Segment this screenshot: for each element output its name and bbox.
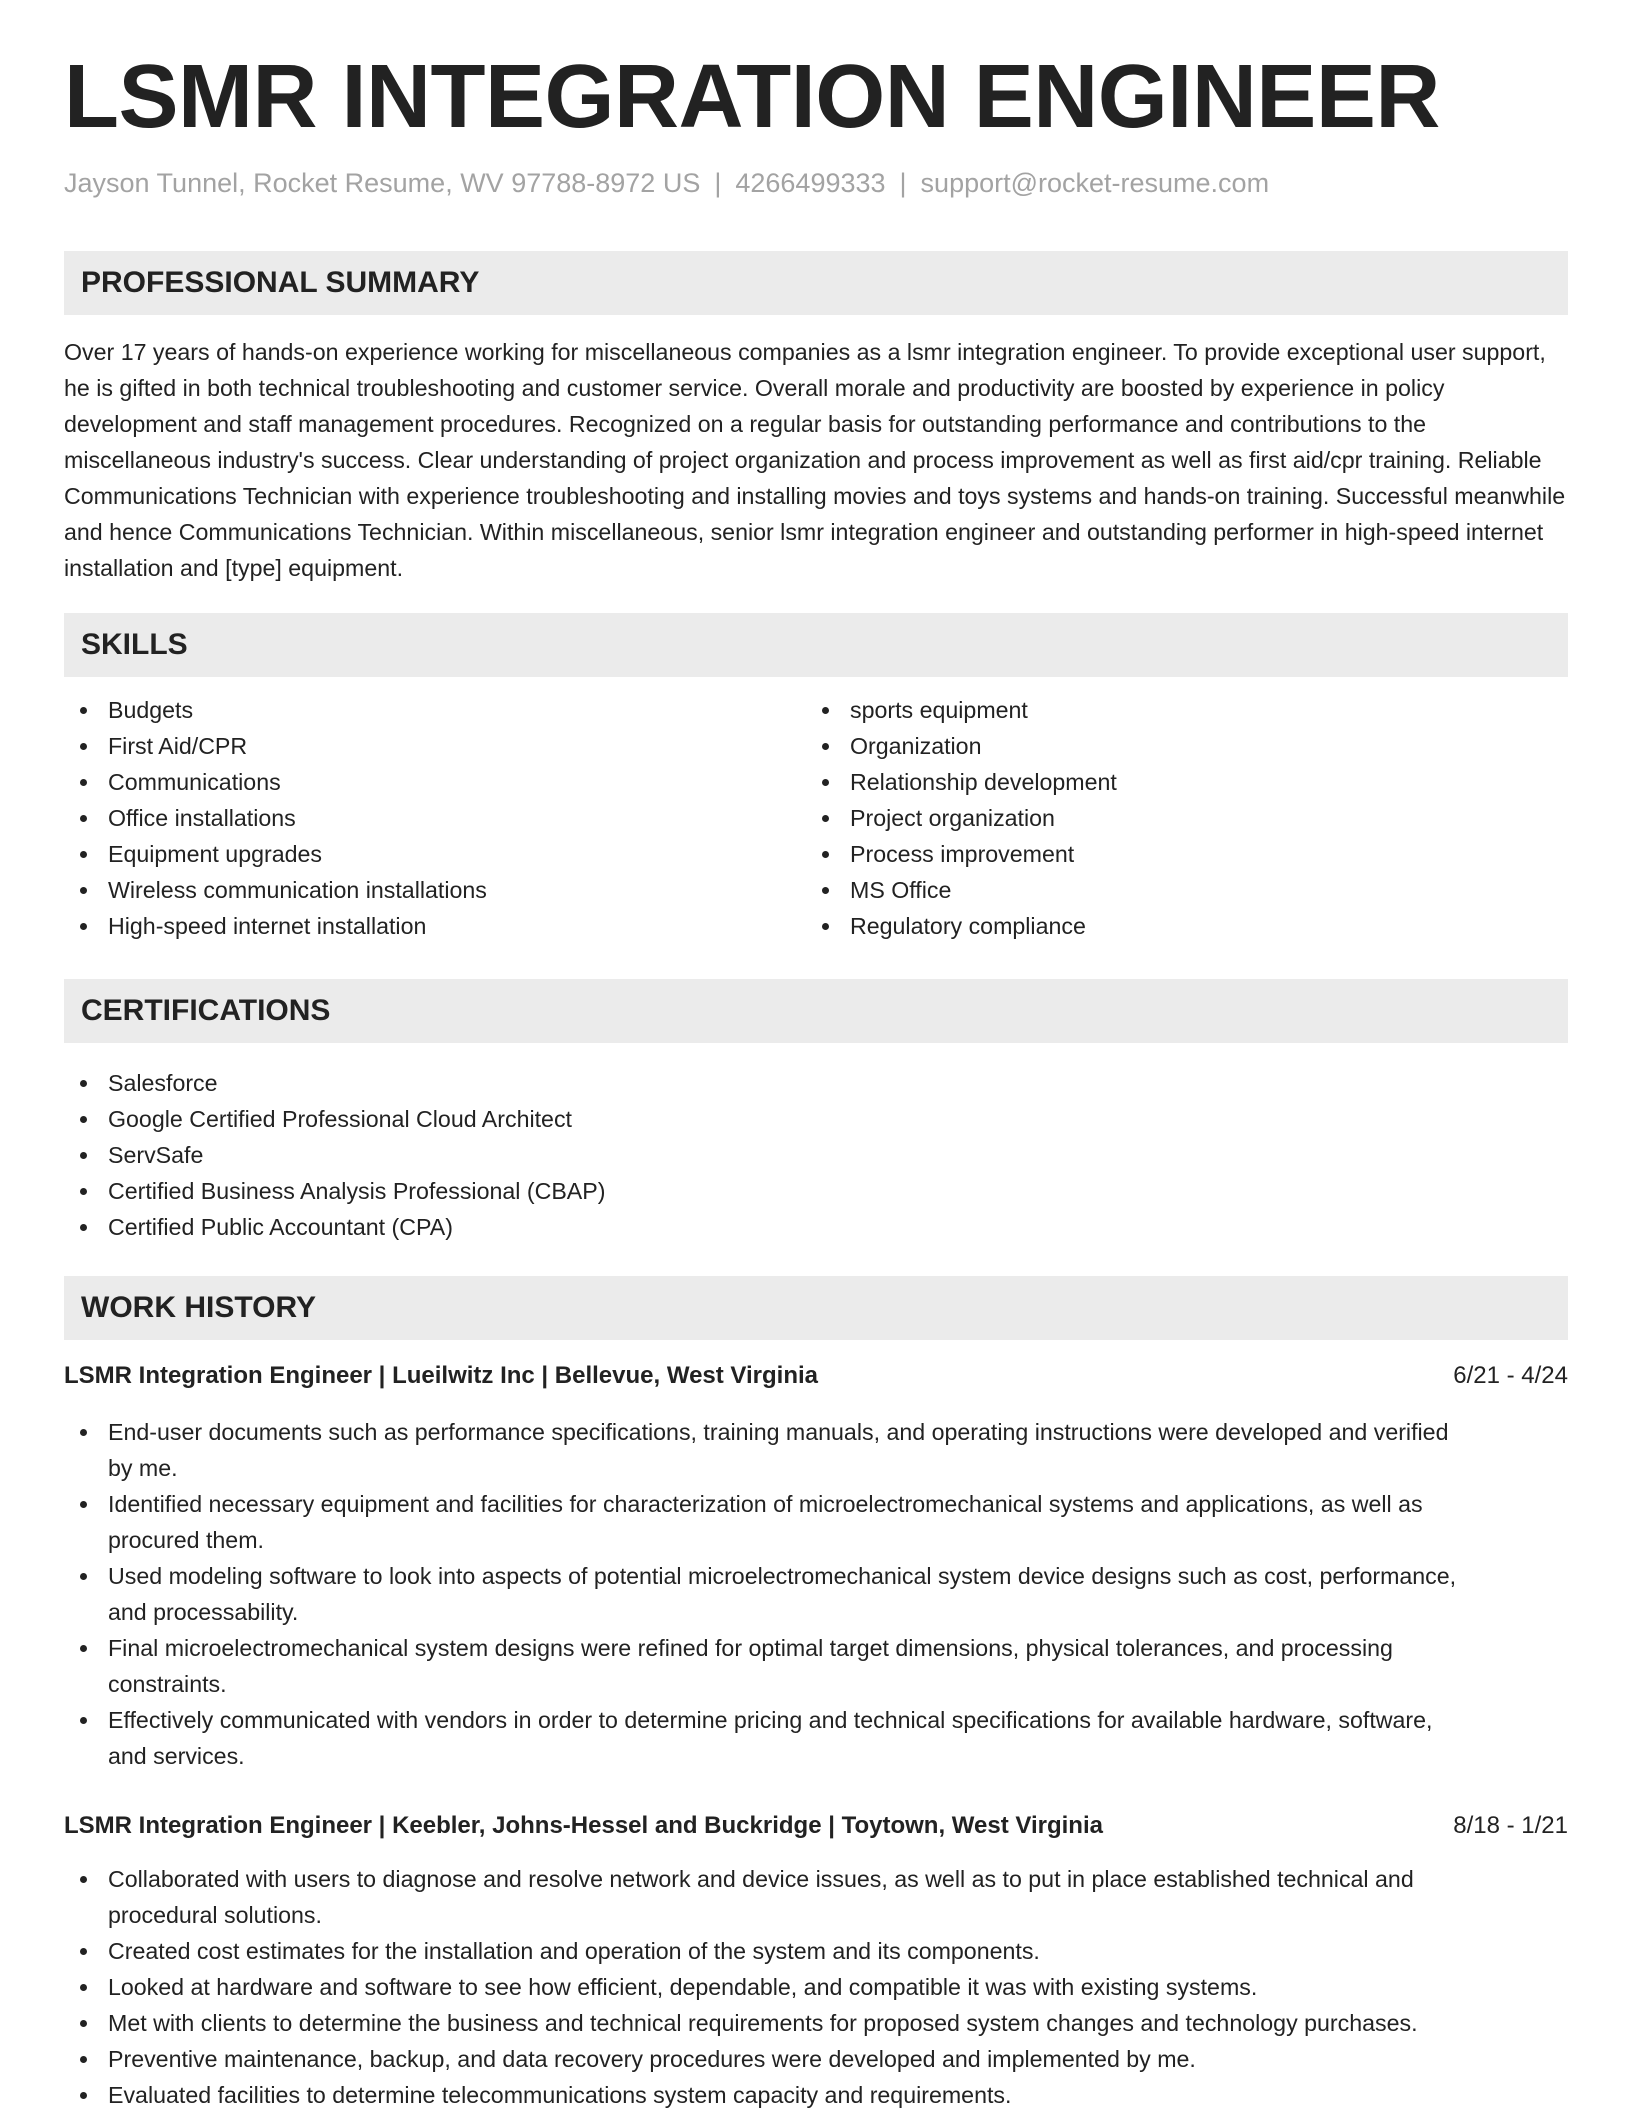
item-line: Met with clients to determine the business and technical requirements for proposed system changes and technology purchases. — [108, 2010, 1418, 2036]
list-item — [64, 1414, 1568, 1486]
contact-phone: 4266499333 — [735, 168, 886, 198]
job-header — [64, 1358, 1568, 1394]
list-item: Relationship development — [806, 764, 1506, 800]
summary-text: Over 17 years of hands-on experience working for miscellaneous companies as a lsmr integration engineer. To provide exceptional user support, he is gifted in both technical troubleshooting and customer service. Overall morale and productivity are boosted by experience in policy development and staff management procedures. Recognized on a regular basis for outstanding performance and contributions to the miscellaneous industry's success. Clear understanding of project organization and process improvement as well as first aid/cpr training. Reliable Communications Technician with experience troubleshooting and installing movies and toys systems and hands-on training. Successful meanwhile and hence Communications Technician. Within miscellaneous, senior lsmr integration engineer and outstanding performer in high-speed internet installation and [type] equipment. — [64, 339, 1566, 581]
list-item: Certified Business Analysis Professional (CBAP) — [64, 1173, 1568, 1209]
list-item: Process improvement — [806, 836, 1506, 872]
list-item: Office installations — [64, 800, 764, 836]
job-responsibilities — [64, 1861, 1568, 2113]
list-item: Organization — [806, 728, 1506, 764]
list-item — [64, 1861, 1568, 1933]
item-line: constraints. — [108, 1671, 227, 1697]
item-line: and processability. — [108, 1599, 299, 1625]
list-item: Equipment upgrades — [64, 836, 764, 872]
list-item — [64, 1702, 1568, 1774]
section-heading-certifications: CERTIFICATIONS — [64, 979, 1568, 1043]
list-item: Google Certified Professional Cloud Architect — [64, 1101, 1568, 1137]
list-item: Project organization — [806, 800, 1506, 836]
item-line: and services. — [108, 1743, 245, 1769]
contact-line — [64, 168, 1269, 199]
list-item: First Aid/CPR — [64, 728, 764, 764]
job-title: LSMR Integration Engineer | Keebler, Johns-Hessel and Buckridge | Toytown, West Virginia — [64, 1812, 1103, 1839]
job-title: LSMR Integration Engineer | Lueilwitz Inc | Bellevue, West Virginia — [64, 1362, 819, 1389]
job-responsibilities — [64, 1414, 1568, 1774]
list-item: Budgets — [64, 692, 764, 728]
contact-separator: | — [714, 168, 722, 198]
section-heading-skills: SKILLS — [64, 613, 1568, 677]
list-item: Certified Public Accountant (CPA) — [64, 1209, 1568, 1245]
contact-address: Jayson Tunnel, Rocket Resume, WV 97788-8972 US — [64, 168, 701, 198]
job-header — [64, 1808, 1568, 1844]
job-dates: 8/18 - 1/21 — [1453, 1812, 1568, 1839]
item-line: Effectively communicated with vendors in order to determine pricing and technical specifications for available hardware, software, — [108, 1707, 1433, 1733]
list-item — [64, 2041, 1568, 2077]
item-line: by me. — [108, 1455, 178, 1481]
item-line: End-user documents such as performance specifications, training manuals, and operating instructions were developed and verified — [108, 1419, 1449, 1445]
list-item: Communications — [64, 764, 764, 800]
item-line: Collaborated with users to diagnose and resolve network and device issues, as well as to put in place established technical and — [108, 1866, 1414, 1892]
item-line: Final microelectromechanical system designs were refined for optimal target dimensions, physical tolerances, and processing — [108, 1635, 1393, 1661]
section-heading-summary: PROFESSIONAL SUMMARY — [64, 251, 1568, 315]
contact-email: support@rocket-resume.com — [920, 168, 1270, 198]
item-line: Created cost estimates for the installation and operation of the system and its components. — [108, 1938, 1040, 1964]
resume-title: LSMR INTEGRATION ENGINEER — [64, 47, 1440, 147]
list-item: Salesforce — [64, 1065, 1568, 1101]
item-line: Identified necessary equipment and facilities for characterization of microelectromechanical systems and applications, as well as — [108, 1491, 1423, 1517]
list-item: Wireless communication installations — [64, 872, 764, 908]
list-item: MS Office — [806, 872, 1506, 908]
list-item: Regulatory compliance — [806, 908, 1506, 944]
item-line: Used modeling software to look into aspects of potential microelectromechanical system device designs such as cost, performance, — [108, 1563, 1457, 1589]
list-item — [64, 1630, 1568, 1702]
list-item: sports equipment — [806, 692, 1506, 728]
item-line: procured them. — [108, 1527, 264, 1553]
skills-list-left — [64, 692, 764, 944]
list-item — [64, 2077, 1568, 2113]
job-dates: 6/21 - 4/24 — [1453, 1362, 1568, 1389]
item-line: Preventive maintenance, backup, and data recovery procedures were developed and implemented by me. — [108, 2046, 1196, 2072]
list-item — [64, 1486, 1568, 1558]
list-item — [64, 1969, 1568, 2005]
item-line: Evaluated facilities to determine telecommunications system capacity and requirements. — [108, 2082, 1012, 2108]
section-heading-work-history: WORK HISTORY — [64, 1276, 1568, 1340]
list-item — [64, 2005, 1568, 2041]
item-line: procedural solutions. — [108, 1902, 322, 1928]
contact-separator: | — [899, 168, 907, 198]
certifications-list — [64, 1065, 1568, 1245]
list-item — [64, 1558, 1568, 1630]
list-item: ServSafe — [64, 1137, 1568, 1173]
list-item — [64, 1933, 1568, 1969]
list-item: High-speed internet installation — [64, 908, 764, 944]
skills-list-right — [806, 692, 1506, 944]
item-line: Looked at hardware and software to see how efficient, dependable, and compatible it was with existing systems. — [108, 1974, 1258, 2000]
